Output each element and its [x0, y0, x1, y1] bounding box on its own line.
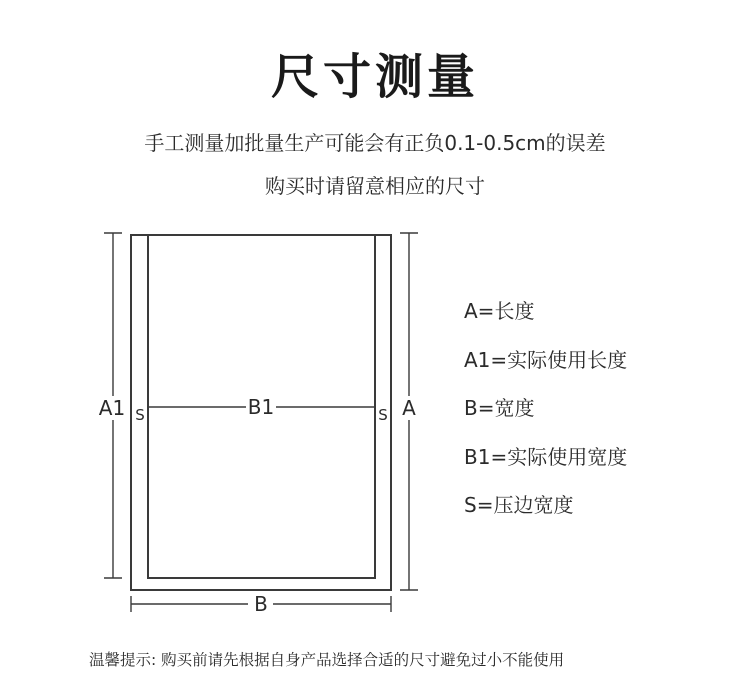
legend-item-b: B=宽度 [464, 396, 535, 420]
footer-tip: 温馨提示: 购买前请先根据自身产品选择合适的尺寸避免过小不能使用 [89, 651, 565, 669]
s-label-left: S [135, 406, 145, 424]
page-title: 尺寸测量 [270, 49, 479, 105]
b-label: B [254, 592, 268, 616]
s-label-right: S [378, 406, 388, 424]
subtitle-tolerance: 手工测量加批量生产可能会有正负0.1-0.5cm的误差 [144, 131, 606, 155]
legend-item-a: A=长度 [464, 299, 535, 323]
a-label: A [402, 396, 416, 420]
dimension-legend [464, 296, 627, 539]
a1-label: A1 [98, 396, 126, 420]
b1-label: B1 [247, 395, 275, 419]
subtitle-notice: 购买时请留意相应的尺寸 [265, 174, 485, 198]
legend-item-s: S=压边宽度 [464, 493, 574, 517]
legend-item-a1: A1=实际使用长度 [464, 347, 628, 372]
legend-item-b1: B1=实际使用宽度 [464, 444, 628, 469]
